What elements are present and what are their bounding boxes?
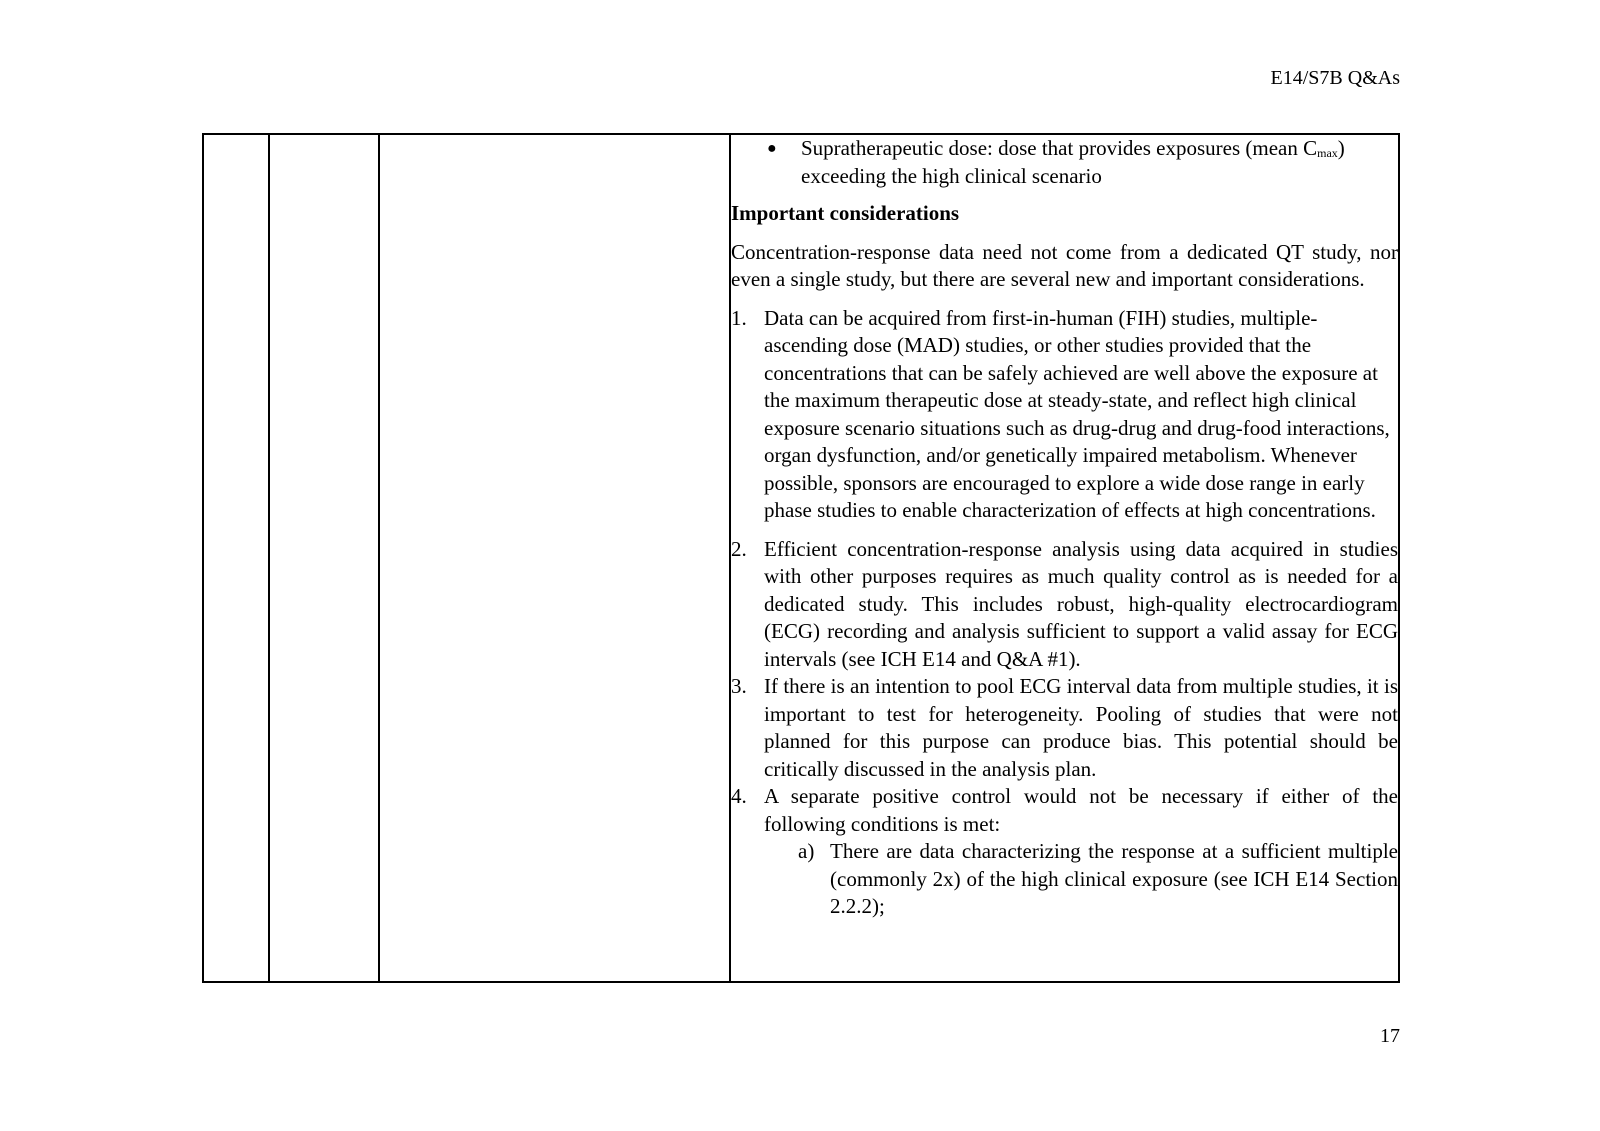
list-marker: 4. <box>731 784 747 808</box>
table-cell-date <box>269 134 379 982</box>
list-marker: 1. <box>731 305 747 330</box>
list-marker: 3. <box>731 674 747 698</box>
sub-list-marker: a) <box>798 839 815 863</box>
table-cell-question <box>379 134 730 982</box>
list-item-text: Data can be acquired from first-in-human (FIH) studies, multiple-ascending dose (MAD) studies, or other studies provided that the concentrations that can be safely achieved are well above the exposure at the maximum therapeutic dose at steady-state, and reflect high clinical exposure scenario situations such as drug-drug and drug-food interactions, organ dysfunction, and/or genetically impaired metabolism. Whenever possible, sponsors are encouraged to explore a wide dose range in early phase studies to enable characterization of effects at high concentrations. <box>764 305 1390 522</box>
list-item <box>731 783 1398 838</box>
table-cell-answer <box>730 134 1399 982</box>
table-cell-number <box>203 134 269 982</box>
bullet-item <box>731 135 1398 190</box>
qa-table <box>202 133 1400 983</box>
running-header: E14/S7B Q&As <box>1270 67 1400 89</box>
table-row <box>203 134 1399 982</box>
sub-list-item <box>731 838 1398 921</box>
list-item <box>731 305 1398 525</box>
list-item <box>731 536 1398 674</box>
section-heading: Important considerations <box>731 201 960 225</box>
intro-paragraph: Concentration-response data need not come from a dedicated QT study, nor even a single study, but there are several new and important considerations. <box>731 239 1398 291</box>
list-item <box>731 673 1398 783</box>
bullet-text: Supratherapeutic dose: dose that provides exposures (mean $C_{max}$) exceeding the high clinical scenario <box>801 136 1345 188</box>
list-item-text: Efficient concentration-response analysis using data acquired in studies with other purposes requires as much quality control as is needed for a dedicated study. This includes robust, high-quality electrocardiogram (ECG) recording and analysis sufficient to support a valid assay for ECG intervals (see ICH E14 and Q&A #1). <box>764 536 1398 671</box>
page-number: 17 <box>1380 1025 1400 1047</box>
list-marker: 2. <box>731 536 747 561</box>
list-item-text: A separate positive control would not be necessary if either of the following conditions is met: <box>764 784 1398 836</box>
subscript-max: max <box>1317 146 1338 160</box>
bullet-icon: ● <box>767 140 777 157</box>
sub-list-item-text: There are data characterizing the response at a sufficient multiple (commonly 2x) of the high clinical exposure (see ICH E14 Section 2.2.2); <box>830 839 1398 918</box>
list-item-text: If there is an intention to pool ECG interval data from multiple studies, it is important to test for heterogeneity. Pooling of studies that were not planned for this purpose can produce bias. This potential should be critically discussed in the analysis plan. <box>764 674 1398 781</box>
